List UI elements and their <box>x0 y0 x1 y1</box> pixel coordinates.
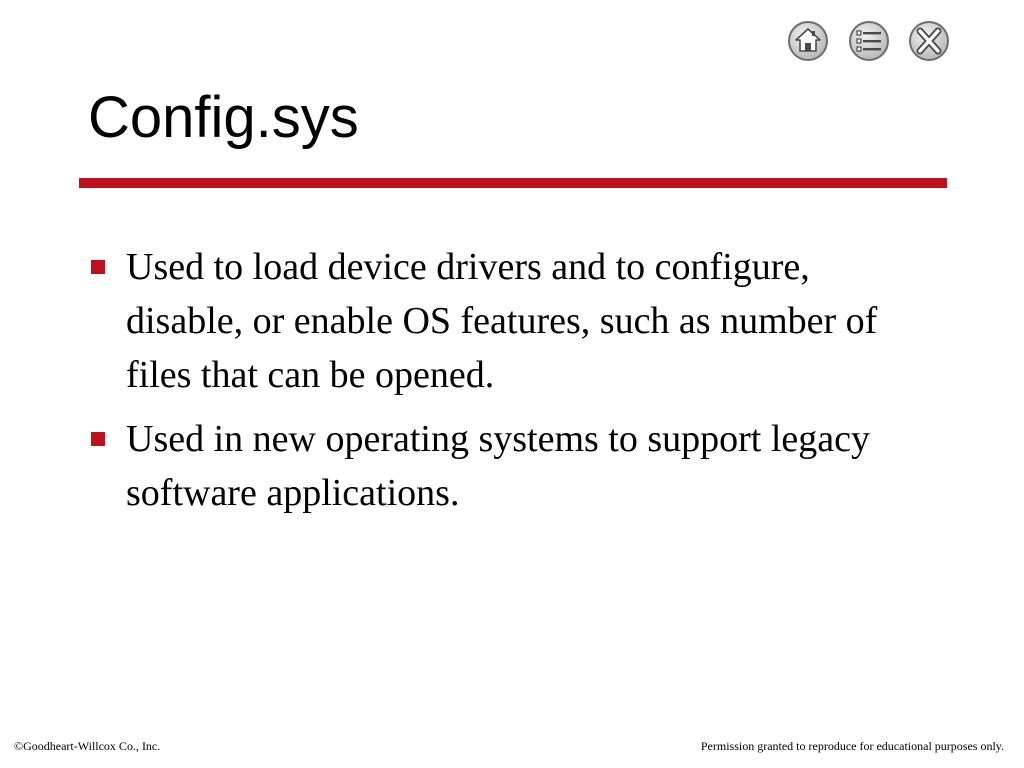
close-x-icon <box>908 20 950 62</box>
home-icon <box>787 20 829 62</box>
copyright-notice: ©Goodheart-Willcox Co., Inc. <box>14 739 161 753</box>
bullet-text: Used to load device drivers and to configure, disable, or enable OS features, such as number of files that can be opened. <box>126 246 878 396</box>
close-button[interactable] <box>908 20 950 62</box>
bullet-text: Used in new operating systems to support legacy software applications. <box>126 418 871 514</box>
permission-notice: Permission granted to reproduce for educational purposes only. <box>700 739 1004 753</box>
title-divider <box>79 178 947 188</box>
bullet-list <box>88 240 928 530</box>
slide-title: Config.sys <box>88 85 359 150</box>
menu-button[interactable] <box>848 20 890 62</box>
bullet-square-icon <box>91 260 105 274</box>
bullet-item <box>88 412 928 520</box>
bullet-square-icon <box>91 432 105 446</box>
home-button[interactable] <box>787 20 829 62</box>
navigation-bar <box>787 20 949 64</box>
bullet-item <box>88 240 928 402</box>
menu-list-icon <box>848 20 890 62</box>
